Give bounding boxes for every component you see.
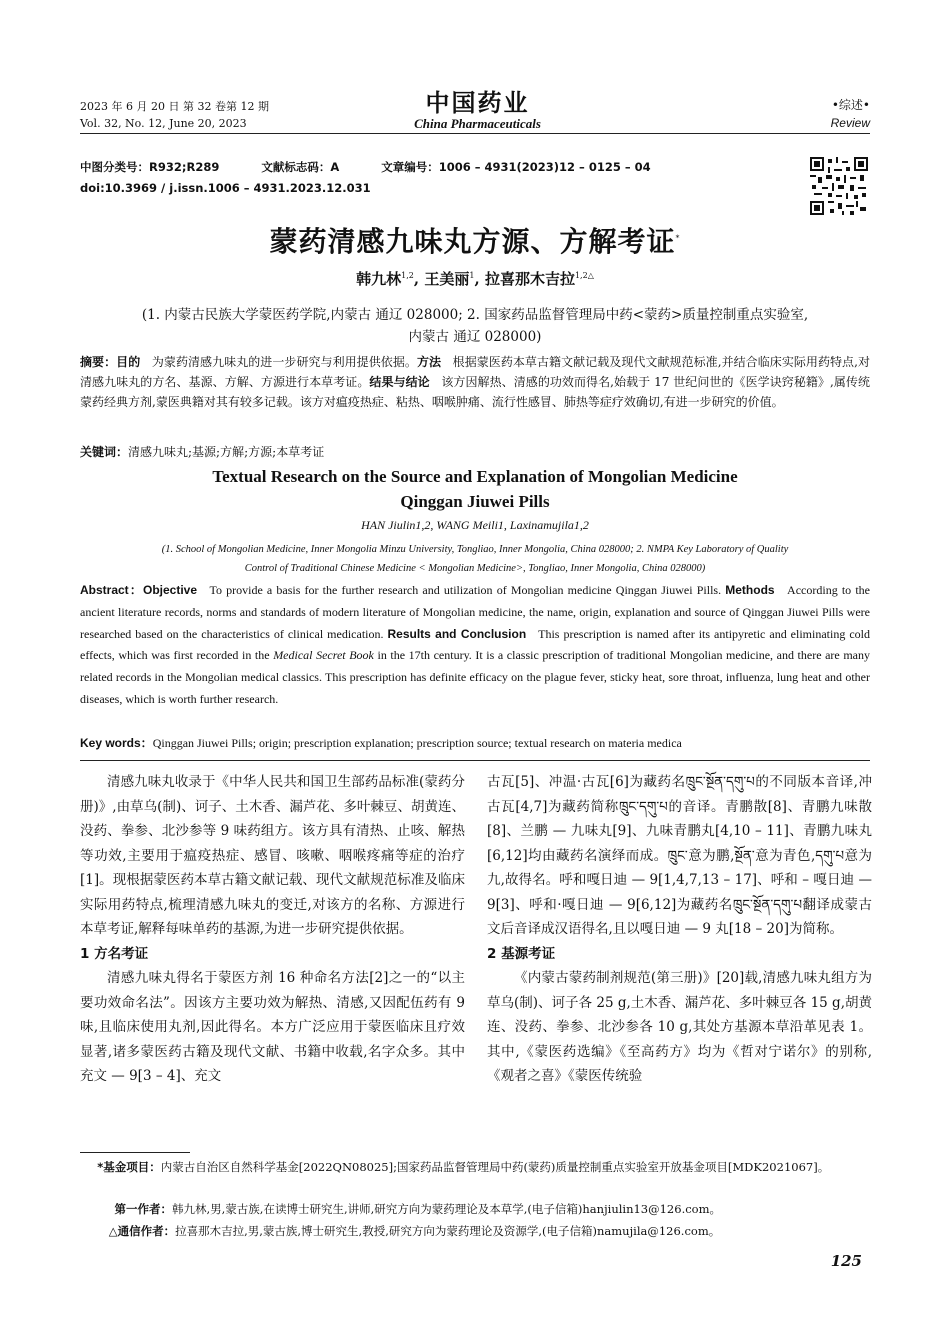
journal-logo [395, 90, 560, 132]
footnote-corresponding: △通信作者：拉喜那木吉拉,男,蒙古族,博士研究生,教授,研究方向为蒙药理论及资源学,(电子信箱)namujila@126.com。 [108, 1224, 721, 1238]
author-list: 韩九林$^{1,2}$, 王美丽$^1$, 拉喜那木吉拉$^{1,2\triangle}$ [356, 270, 594, 288]
section-heading: 2 基源考证 [487, 945, 556, 962]
journal-title-en: China Pharmaceuticals [414, 116, 541, 131]
author-name: 韩九林 [356, 270, 402, 288]
title-footnote-mark: * [675, 233, 681, 243]
author-name: 拉喜那木吉拉 [484, 270, 575, 288]
keywords-en: Key words：Qinggan Jiuwei Pills; origin; prescription explanation; prescription source; textual research on materia medica [80, 736, 682, 750]
body-column-right [487, 770, 872, 1089]
paragraph: 古瓦[5]、冲温·古瓦[6]为藏药名ཁྲུང་སྔོན་དགུ་པ的不同版本音译,冲古瓦[4,7]为藏药简称ཁྲུང་དགུ་པ的音译。青鹏散[8]、青鹏九味散[8]、兰鹏 — 九味丸[9]、九味青鹏丸[4,10 – 11]、青鹏九味丸[6,12]均由藏药名演绎而成。ཁྲུང་意为鹏,སྔོན་意为青色,དགུ་པ意为九,故得名。呼和嘎日迪 — 9[1,4,7,13 – 17]、呼和 – 嘎日迪 — 9[3]、呼和·嘎日迪 — 9[6,12]为藏药名ཁྲུང་སྔོན་དགུ་པ翻译成蒙古文后音译成汉语得名,且以嘎日迪 — 9 丸[18 – 20]为简称。 [487, 774, 872, 937]
english-authors: HAN Jiulin1,2, WANG Meili1, Laxinamujila1,2 [361, 518, 589, 532]
affiliations: (1. 内蒙古民族大学蒙医药学院,内蒙古 通辽 028000; 2. 国家药品监督管理局中药<蒙药>质量控制重点实验室, 内蒙古 通辽 028000) [141, 307, 809, 345]
article-title: 蒙药清感九味丸方源、方解考证* [269, 225, 681, 258]
header-rule [80, 133, 870, 134]
english-affiliations: (1. School of Mongolian Medicine, Inner Mongolia Minzu University, Tongliao, Inner Mongolia, China 028000; 2. NMPA Key Laboratory of Quality Control of Traditional Chinese Medicine < Mongolian Medicine>, Tongliao, Inner Mongolia, China 028000) [161, 544, 789, 574]
issue-info [80, 98, 269, 132]
article-meta [80, 157, 689, 199]
doi: doi:10.3969 / j.issn.1006 – 4931.2023.12.031 [80, 181, 371, 195]
abstract-cn: 摘要：目的 为蒙药清感九味丸的进一步研究与利用提供依据。方法 根据蒙医药本草古籍文献记载及现代文献规范标准,并结合临床实际用药特点,对清感九味丸的方名、基源、方解、方源进行本草考证。结果与结论 该方因解热、清感的功效而得名,始载于 17 世纪问世的《医学诀窍秘籍》,属传统蒙药经典方剂,蒙医典籍对其有较多记载。该方对瘟疫热症、粘热、咽喉肿痛、流行性感冒、肺热等症疗效确切,有进一步研究的价值。 [80, 355, 870, 409]
section-cn: •综述• [831, 98, 870, 112]
abstract-en: Abstract：Objective To provide a basis for the further research and utilization of Mongolian medicine Qinggan Jiuwei Pills. Methods According to the ancient literature records, norms and standards of modern literature of Mongolian medicine, the name, origin, explanation and source of Qinggan Jiuwei Pills were researched based on the characteristics of clinical medication. Results and Conclusion This prescription is named after its antipyretic and eliminating cold effects, which was first recorded in the Medical Secret Book in the 17th century. It is a classic prescription of traditional Mongolian medicine, and there are many related records in the Mongolian medical classics. This prescription has definite efficacy on the plague fever, sticky heat, sore throat, influenza, lung heat and other diseases, which is worth further research. [80, 583, 871, 706]
journal-title-cn: 中国药业 [425, 88, 530, 117]
english-title: Textual Research on the Source and Explanation of Mongolian Medicine Qinggan Jiuwei Pills [212, 467, 738, 511]
class-number: 中图分类号：R932;R289 [80, 160, 220, 174]
paragraph: 清感九味丸收录于《中华人民共和国卫生部药品标准(蒙药分册)》,由草乌(制)、诃子、土木香、漏芦花、多叶棘豆、胡黄连、没药、拳参、北沙参等 9 味药组方。该方具有清热、止咳、解热等功效,主要用于瘟疫热症、感冒、咳嗽、咽喉疼痛等症的治疗[1]。现根据蒙医药本草古籍文献记载、现代文献规范标准及临床实际用药特点,梳理清感九味丸的变迁,对该方的名称、方源进行本草考证,解释每味单药的基源,为进一步研究提供依据。 [80, 774, 465, 937]
issue-cn: 2023 年 6 月 20 日 第 32 卷第 12 期 [80, 100, 269, 113]
page-number: 125 [830, 1252, 862, 1270]
paragraph: 清感九味丸得名于蒙医方剂 16 种命名方法[2]之一的“以主要功效命名法”。因该方主要功效为解热、清感,又因配伍药有 9 味,且临床使用丸剂,因此得名。本方广泛应用于蒙医临床且疗效显著,诸多蒙医药古籍及现代文献、书籍中收载,名字众多。其中充文 — 9[3 – 4]、充文 [80, 970, 465, 1084]
section-en: Review [830, 116, 870, 130]
section-heading: 1 方名考证 [80, 945, 149, 962]
body-column-left [80, 770, 465, 1089]
issue-en: Vol. 32, No. 12, June 20, 2023 [80, 117, 247, 130]
section-label [831, 96, 870, 132]
footnote-fund: *基金项目：内蒙古自治区自然科学基金[2022QN08025];国家药品监督管理局中药(蒙药)质量控制重点实验室开放基金项目[MDK2021067]。 [97, 1160, 830, 1174]
abstract-rule [80, 760, 870, 761]
footnote-rule [80, 1152, 190, 1153]
doc-code: 文献标志码：A [261, 160, 340, 174]
footnote-first-author: 第一作者：韩九林,男,蒙古族,在读博士研究生,讲师,研究方向为蒙药理论及本草学,(电子信箱)hanjiulin13@126.com。 [114, 1202, 721, 1216]
paragraph: 《内蒙古蒙药制剂规范(第三册)》[20]载,清感九味丸组方为草乌(制)、诃子各 25 g,土木香、漏芦花、多叶棘豆各 15 g,胡黄连、没药、拳参、北沙参各 10 g,其处方基源本草沿革见表 1。其中,《蒙医药选编》《至高药方》均为《哲对宁诺尔》的别称,《观者之喜》《蒙医传统验 [487, 970, 872, 1084]
qr-code-icon [810, 157, 868, 215]
author-name: 王美丽 [424, 270, 470, 288]
keywords-cn: 关键词：清感九味丸;基源;方解;方源;本草考证 [80, 445, 325, 459]
article-number: 文章编号：1006 – 4931(2023)12 – 0125 – 04 [381, 160, 651, 174]
